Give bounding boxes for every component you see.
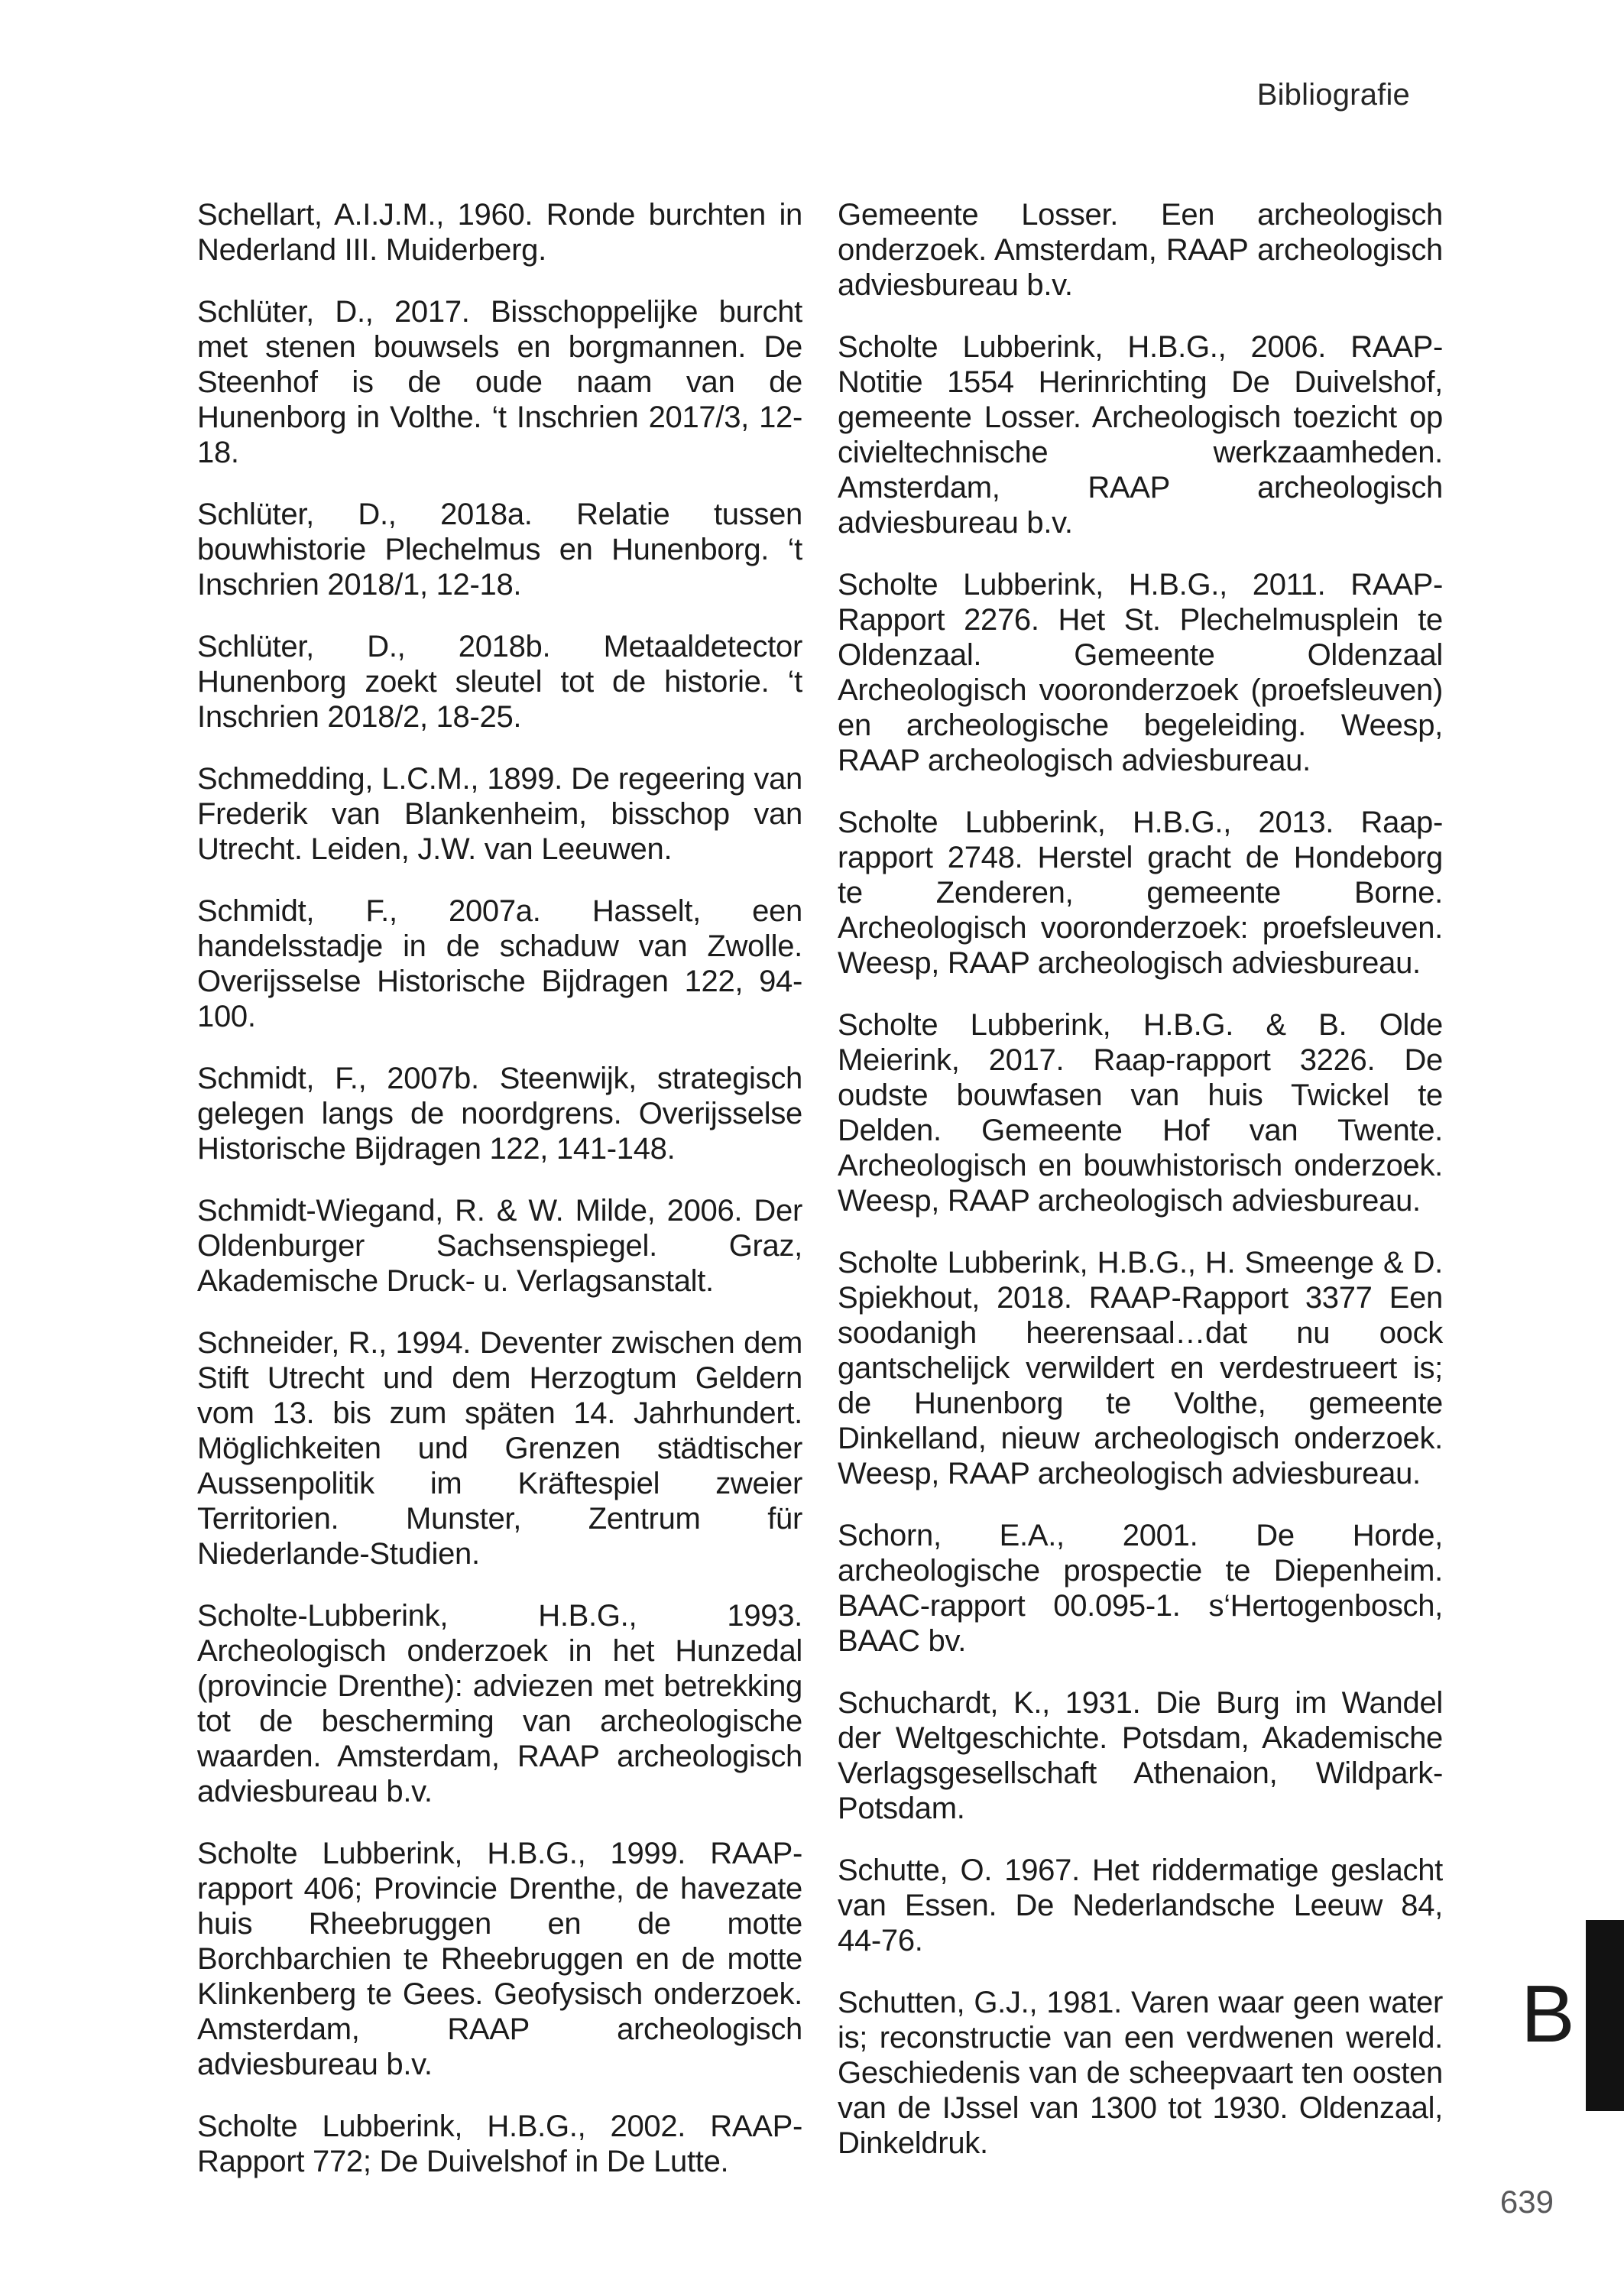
- bibliography-right-column: [838, 197, 1443, 2161]
- reference-entry: Scholte Lubberink, H.B.G., 2011. RAAP-Rapport 2276. Het St. Plechelmusplein te Oldenzaal. Gemeente Oldenzaal Archeologisch vooronderzoek (proefsleuven) en archeologische begeleiding. Weesp, RAAP archeologisch adviesbureau.: [838, 568, 1443, 777]
- reference-entry: Schellart, A.I.J.M., 1960. Ronde burchten in Nederland III. Muiderberg.: [197, 198, 802, 267]
- running-header: Bibliografie: [1256, 78, 1410, 112]
- reference-entry: Schneider, R., 1994. Deventer zwischen dem Stift Utrecht und dem Herzogtum Geldern vom 13. bis zum späten 14. Jahrhundert. Möglichkeiten und Grenzen städtischer Aussenpolitik im Kräftespiel zweier Territorien. Munster, Zentrum für Niederlande-Studien.: [197, 1326, 802, 1571]
- reference-entry: Schlüter, D., 2017. Bisschoppelijke burcht met stenen bouwsels en borgmannen. De Steenhof is de oude naam van de Hunenborg in Volthe. ‘t Inschrien 2017/3, 12-18.: [197, 295, 802, 469]
- reference-entry: Scholte Lubberink, H.B.G., H. Smeenge & D. Spiekhout, 2018. RAAP-Rapport 3377 Een soodanigh heerensaal…dat nu oock gantschelijck verwildert en verdestrueert is; de Hunenborg te Volthe, gemeente Dinkelland, nieuw archeologisch onderzoek. Weesp, RAAP archeologisch adviesbureau.: [838, 1246, 1443, 1490]
- bibliography-left-column: [197, 197, 802, 2179]
- page-number: 639: [1499, 2184, 1554, 2220]
- reference-entry: Schutten, G.J., 1981. Varen waar geen water is; reconstructie van een verdwenen wereld. Geschiedenis van de scheepvaart ten oosten van de IJssel van 1300 tot 1930. Oldenzaal, Dinkeldruk.: [838, 1986, 1443, 2160]
- section-tab-letter: B: [1521, 1969, 1575, 2059]
- section-tab-bar: [1586, 1920, 1624, 2111]
- reference-entry: Schlüter, D., 2018a. Relatie tussen bouwhistorie Plechelmus en Hunenborg. ‘t Inschrien 2018/1, 12-18.: [197, 498, 802, 602]
- reference-entry: Schmedding, L.C.M., 1899. De regeering van Frederik van Blankenheim, bisschop van Utrecht. Leiden, J.W. van Leeuwen.: [197, 762, 802, 866]
- reference-entry: Scholte Lubberink, H.B.G. & B. Olde Meierink, 2017. Raap-rapport 3226. De oudste bouwfasen van huis Twickel te Delden. Gemeente Hof van Twente. Archeologisch en bouwhistorisch onderzoek. Weesp, RAAP archeologisch adviesbureau.: [838, 1008, 1443, 1218]
- reference-entry: Scholte Lubberink, H.B.G., 2006. RAAP-Notitie 1554 Herinrichting De Duivelshof, gemeente Losser. Archeologisch toezicht op civieltechnische werkzaamheden. Amsterdam, RAAP archeologisch adviesbureau b.v.: [838, 330, 1443, 540]
- reference-entry: Schmidt, F., 2007b. Steenwijk, strategisch gelegen langs de noordgrens. Overijsselse Historische Bijdragen 122, 141-148.: [197, 1062, 802, 1166]
- reference-entry: Schuchardt, K., 1931. Die Burg im Wandel der Weltgeschichte. Potsdam, Akademische Verlagsgesellschaft Athenaion, Wildpark-Potsdam.: [838, 1686, 1443, 1825]
- reference-entry: Scholte Lubberink, H.B.G., 1999. RAAP-rapport 406; Provincie Drenthe, de havezate huis Rheebruggen en de motte Borchbarchien te Rheebruggen en de motte Klinkenberg te Gees. Geofysisch onderzoek. Amsterdam, RAAP archeologisch adviesbureau b.v.: [197, 1837, 802, 2081]
- reference-entry: Scholte Lubberink, H.B.G., 2013. Raap-rapport 2748. Herstel gracht de Hondeborg te Zenderen, gemeente Borne. Archeologisch vooronderzoek: proefsleuven. Weesp, RAAP archeologisch adviesbureau.: [838, 806, 1443, 980]
- reference-entry: Schorn, E.A., 2001. De Horde, archeologische prospectie te Diepenheim. BAAC-rapport 00.095-1. s‘Hertogenbosch, BAAC bv.: [838, 1519, 1443, 1658]
- reference-entry: Schutte, O. 1967. Het riddermatige geslacht van Essen. De Nederlandsche Leeuw 84, 44-76.: [838, 1854, 1443, 1957]
- reference-entry: Schmidt, F., 2007a. Hasselt, een handelsstadje in de schaduw van Zwolle. Overijsselse Historische Bijdragen 122, 94-100.: [197, 894, 802, 1033]
- reference-entry: Scholte Lubberink, H.B.G., 2002. RAAP-Rapport 772; De Duivelshof in De Lutte.: [197, 2110, 802, 2178]
- reference-entry: Schmidt-Wiegand, R. & W. Milde, 2006. Der Oldenburger Sachsenspiegel. Graz, Akademische Druck- u. Verlagsanstalt.: [197, 1194, 802, 1298]
- reference-entry-continuation: Gemeente Losser. Een archeologisch onderzoek. Amsterdam, RAAP archeologisch adviesbureau b.v.: [838, 198, 1443, 302]
- reference-entry: Schlüter, D., 2018b. Metaaldetector Hunenborg zoekt sleutel tot de historie. ‘t Inschrien 2018/2, 18-25.: [197, 630, 802, 734]
- reference-entry: Scholte-Lubberink, H.B.G., 1993. Archeologisch onderzoek in het Hunzedal (provincie Drenthe): adviezen met betrekking tot de bescherming van archeologische waarden. Amsterdam, RAAP archeologisch adviesbureau b.v.: [197, 1599, 802, 1808]
